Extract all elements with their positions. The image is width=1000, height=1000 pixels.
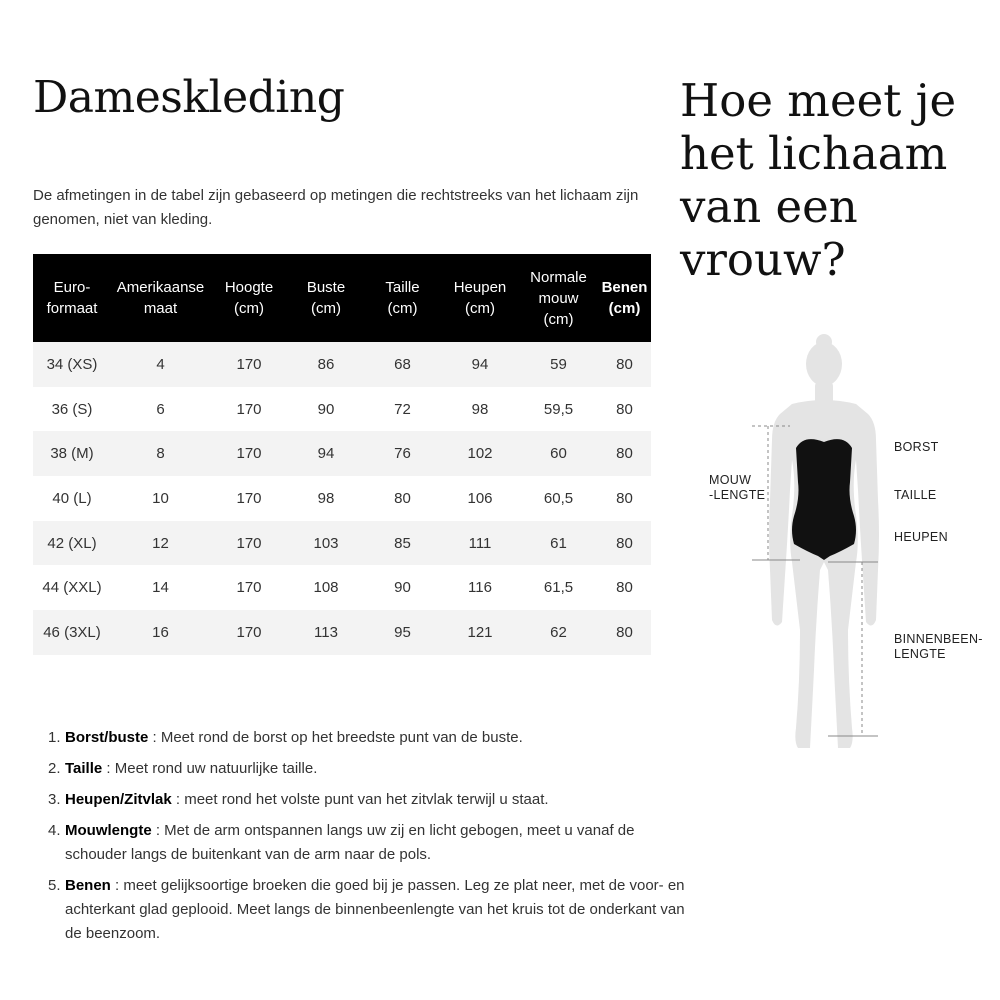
table-cell: 80 xyxy=(598,610,651,655)
intro-text: De afmetingen in de tabel zijn gebaseerd op metingen die rechtstreeks van het lichaam zijn genomen, niet van kleding. xyxy=(33,187,639,228)
table-cell: 108 xyxy=(313,579,339,597)
table-cell: 90 xyxy=(317,400,335,418)
table-cell: 14 xyxy=(152,579,169,597)
table-row xyxy=(33,521,651,566)
table-cell: 44 (XXL) xyxy=(42,579,102,597)
table-cell: 85 xyxy=(364,521,441,566)
col-header-sleeve: Normale mouw (cm) xyxy=(519,254,598,342)
table-row xyxy=(33,387,651,432)
table-row xyxy=(33,565,651,610)
table-cell: 170 xyxy=(236,579,262,597)
table-cell: 61 xyxy=(519,521,598,566)
table-header-row xyxy=(33,254,651,342)
table-cell: 80 xyxy=(616,489,633,507)
label-waist: TAILLE xyxy=(894,488,937,502)
table-cell: 86 xyxy=(288,342,364,387)
table-cell: 38 (M) xyxy=(33,431,111,476)
table-cell: 121 xyxy=(441,610,519,655)
col-header-bust: Buste (cm) xyxy=(288,254,364,342)
body-silhouette-diagram xyxy=(700,330,1000,760)
table-cell: 60 xyxy=(519,431,598,476)
table-cell: 59 xyxy=(519,342,598,387)
table-cell: 103 xyxy=(288,521,364,566)
table-row xyxy=(33,431,651,476)
table-cell: 95 xyxy=(364,610,441,655)
col-header-legs: Benen (cm) xyxy=(598,254,651,342)
table-cell: 170 xyxy=(210,431,288,476)
table-cell: 46 (3XL) xyxy=(33,610,111,655)
table-cell: 106 xyxy=(467,489,493,507)
table-cell: 80 xyxy=(598,431,651,476)
table-row xyxy=(33,476,651,521)
table-row xyxy=(33,610,651,655)
table-row xyxy=(33,342,651,387)
table-cell: 40 (L) xyxy=(52,489,92,507)
table-cell: 170 xyxy=(210,342,288,387)
table-cell: 80 xyxy=(598,342,651,387)
table-cell: 42 (XL) xyxy=(33,521,111,566)
table-cell: 170 xyxy=(210,610,288,655)
list-item: 1. Borst/buste : Meet rond de borst op het breedste punt van de buste. xyxy=(48,729,523,746)
table-cell: 6 xyxy=(156,400,165,418)
table-cell: 116 xyxy=(468,579,492,597)
table-cell: 102 xyxy=(441,431,519,476)
col-header-hips: Heupen (cm) xyxy=(441,254,519,342)
list-item: 5. Benen : meet gelijksoortige broeken die goed bij je passen. Leg ze plat neer, met de voor- en achterkant glad geplooid. Meet langs de binnenbeenlengte van het kruis tot de onderkant van de beenzoom. xyxy=(48,877,685,942)
table-cell: 76 xyxy=(364,431,441,476)
table-cell: 80 xyxy=(598,521,651,566)
table-cell: 113 xyxy=(288,610,364,655)
table-cell: 170 xyxy=(236,489,262,507)
label-bust: BORST xyxy=(894,440,939,454)
size-table xyxy=(33,254,651,655)
table-cell: 94 xyxy=(441,342,519,387)
table-cell: 98 xyxy=(317,489,335,507)
col-header-euro-size: Euro- formaat xyxy=(33,254,111,342)
table-cell: 34 (XS) xyxy=(33,342,111,387)
table-cell: 62 xyxy=(519,610,598,655)
measure-guide-title: Hoe meet je het lichaam van een vrouw? xyxy=(680,74,957,286)
list-item: 2. Taille : Meet rond uw natuurlijke taille. xyxy=(48,760,318,777)
table-cell: 60,5 xyxy=(543,489,574,507)
table-body xyxy=(33,342,651,655)
table-cell: 12 xyxy=(111,521,210,566)
label-hips: HEUPEN xyxy=(894,530,948,544)
table-cell: 10 xyxy=(152,489,169,507)
table-cell: 72 xyxy=(394,400,411,418)
label-sleeve-length: MOUW -LENGTE xyxy=(709,473,766,502)
bodysuit-icon xyxy=(792,439,856,560)
table-cell: 59,5 xyxy=(543,400,574,418)
table-cell: 36 (S) xyxy=(51,400,93,418)
table-cell: 94 xyxy=(288,431,364,476)
table-cell: 4 xyxy=(111,342,210,387)
label-inseam-length: BINNENBEEN- LENGTE xyxy=(894,632,983,661)
table-cell: 16 xyxy=(111,610,210,655)
table-cell: 80 xyxy=(616,579,633,597)
table-cell: 111 xyxy=(441,521,519,566)
table-cell: 98 xyxy=(471,400,489,418)
col-header-height: Hoogte (cm) xyxy=(210,254,288,342)
table-cell: 68 xyxy=(364,342,441,387)
table-cell: 90 xyxy=(394,579,411,597)
table-cell: 8 xyxy=(111,431,210,476)
table-cell: 80 xyxy=(394,489,411,507)
table-cell: 170 xyxy=(236,400,262,418)
col-header-us-size: Amerikaanse maat xyxy=(111,254,210,342)
table-cell: 80 xyxy=(616,400,633,418)
measurement-notes xyxy=(33,726,690,953)
col-header-waist: Taille (cm) xyxy=(364,254,441,342)
page-title: Dameskleding xyxy=(33,72,345,123)
list-item: 4. Mouwlengte : Met de arm ontspannen langs uw zij en licht gebogen, meet u vanaf de schouder langs de buitenkant van de arm naar de pols. xyxy=(48,822,635,863)
list-item: 3. Heupen/Zitvlak : meet rond het volste punt van het zitvlak terwijl u staat. xyxy=(48,791,549,808)
table-cell: 170 xyxy=(210,521,288,566)
table-cell: 61,5 xyxy=(543,579,574,597)
